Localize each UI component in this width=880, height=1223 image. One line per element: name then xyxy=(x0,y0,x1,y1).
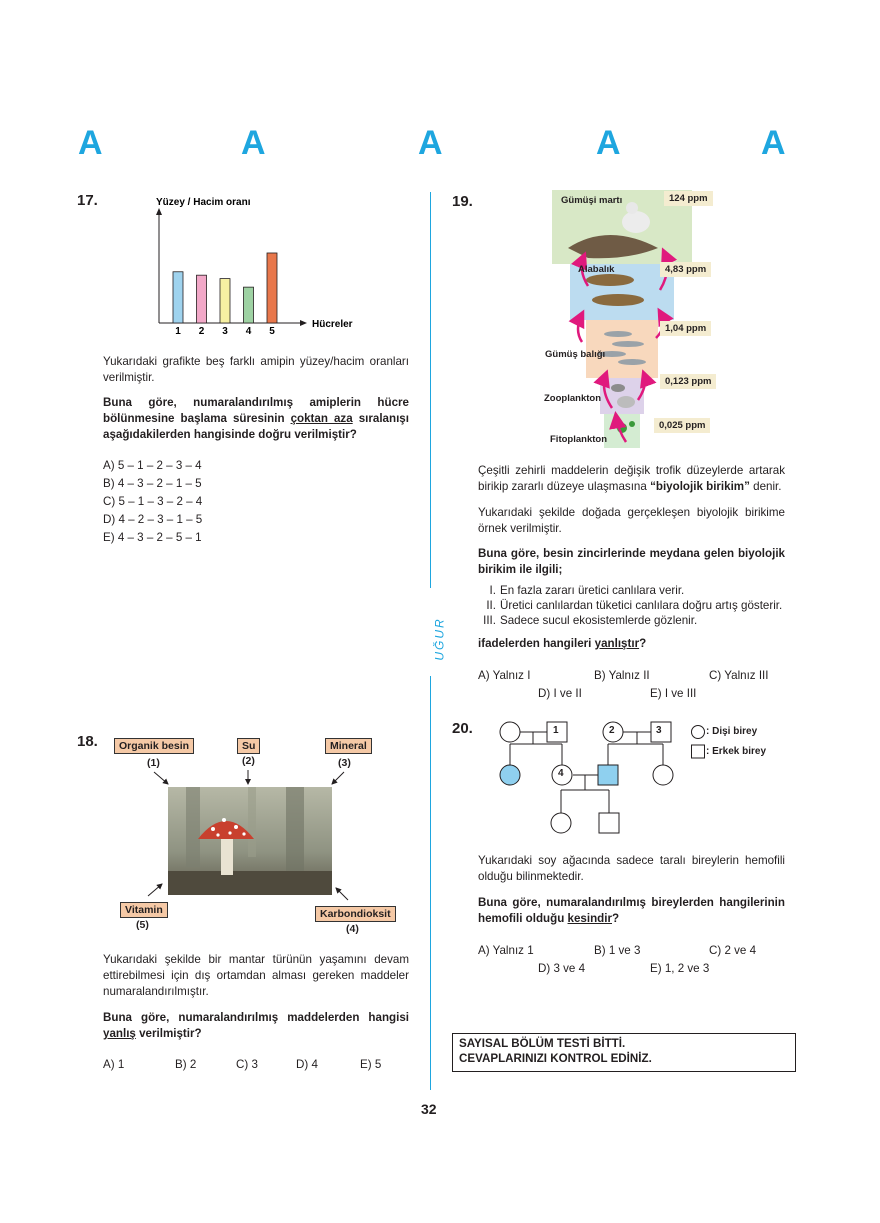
pedigree-child-male xyxy=(599,813,619,833)
q19-stem-1-term: “biyolojik birikim” xyxy=(650,480,750,493)
booklet-letter-5: A xyxy=(761,124,786,162)
q17-bar-chart xyxy=(150,192,370,342)
q18-question-part2: verilmiştir? xyxy=(135,1027,202,1040)
tick-label-4: 4 xyxy=(245,326,252,337)
q19-option-a[interactable]: A) Yalnız I xyxy=(478,669,531,682)
statement-text: Sadece sucul ekosistemlerde gözlenir. xyxy=(500,614,698,627)
q17-stem: Yukarıdaki grafikte beş farklı amipin yüzey/hacim oranları verilmiştir. xyxy=(103,355,409,384)
q19-option-e[interactable]: E) I ve III xyxy=(650,687,697,700)
organism-fitoplankton: Fitoplankton xyxy=(550,434,607,445)
chart-x-axis-label: Hücreler xyxy=(312,319,353,330)
booklet-letter-1: A xyxy=(78,124,103,162)
label-number-2: (2) xyxy=(242,755,255,767)
legend-male-symbol xyxy=(692,745,705,758)
pedigree-female-right xyxy=(653,765,673,785)
ppm-level-5: 0,025 ppm xyxy=(654,418,710,433)
booklet-letter-2: A xyxy=(241,124,266,162)
q20-option-e[interactable]: E) 1, 2 ve 3 xyxy=(650,962,710,975)
end-box-line-1: SAYISAL BÖLÜM TESTİ BİTTİ. xyxy=(459,1037,626,1050)
column-divider-top xyxy=(430,192,431,588)
tick-label-1: 1 xyxy=(175,326,181,337)
trout-shape-2 xyxy=(592,294,644,306)
bar-cell-4 xyxy=(244,287,254,323)
arrow-3 xyxy=(332,772,344,784)
ppm-level-1: 124 ppm xyxy=(664,191,713,206)
pedigree-legend-symbols xyxy=(690,724,706,760)
legend-female-text: : Dişi birey xyxy=(706,726,758,737)
bar-cell-1 xyxy=(173,272,183,323)
q20-stem: Yukarıdaki soy ağacında sadece taralı bireylerin hemofili olduğu bilinmektedir. xyxy=(478,854,785,883)
q20-option-b[interactable]: B) 1 ve 3 xyxy=(594,944,641,957)
pedigree-male-affected xyxy=(598,765,618,785)
q19-statement-3 xyxy=(478,613,697,629)
statement-text: En fazla zararı üretici canlılara verir. xyxy=(500,584,685,597)
bar-cell-3 xyxy=(220,279,230,323)
organism-gumusi-marti: Gümüşi martı xyxy=(561,195,623,206)
label-vitamin: Vitamin xyxy=(120,902,168,918)
arrow-4 xyxy=(336,888,348,900)
question-number-17: 17. xyxy=(77,192,98,209)
label-number-1: (1) xyxy=(147,757,160,769)
q19-stem-3: Buna göre, besin zincirlerinde meydana gelen biyolojik birikim ile ilgili; xyxy=(478,547,785,576)
bar-cell-2 xyxy=(197,275,207,323)
q20-option-a[interactable]: A) Yalnız 1 xyxy=(478,944,534,957)
q19-stem-1-part1: Çeşitli zehirli maddelerin değişik trofik düzeylerde artarak birikip zararlı düzeye ulaşmasına xyxy=(478,464,785,493)
bar-cell-5 xyxy=(267,253,277,323)
chart-y-arrowhead xyxy=(156,208,162,215)
booklet-letter-3: A xyxy=(418,124,443,162)
pedigree-female-top-left xyxy=(500,722,520,742)
q19-question-part2: ? xyxy=(639,637,647,650)
tick-label-3: 3 xyxy=(222,326,228,337)
tick-label-2: 2 xyxy=(198,326,205,337)
label-organik-besin: Organik besin xyxy=(114,738,194,754)
ppm-level-3: 1,04 ppm xyxy=(660,321,711,336)
trout-shape-1 xyxy=(586,274,634,286)
q19-question-part1: ifadelerden hangileri xyxy=(478,637,595,650)
statement-numeral: II. xyxy=(486,599,496,612)
label-number-4: (4) xyxy=(346,923,359,935)
ppm-level-4: 0,123 ppm xyxy=(660,374,716,389)
q19-stem-2: Yukarıdaki şekilde doğada gerçekleşen biyolojik birikime örnek verilmiştir. xyxy=(478,506,785,535)
q19-stem-1 xyxy=(478,463,785,495)
pedigree-female-affected xyxy=(500,765,520,785)
q20-question-part1: Buna göre, numaralandırılmış bireylerden hangilerinin hemofili olduğu xyxy=(478,896,785,925)
pedigree-child-female xyxy=(551,813,571,833)
chart-x-arrowhead xyxy=(300,320,307,326)
pedigree-label-2: 2 xyxy=(609,725,615,736)
mushroom-stem xyxy=(221,835,233,875)
q17-option-c[interactable]: C) 5 – 1 – 3 – 2 – 4 xyxy=(103,495,203,508)
organism-zooplankton: Zooplankton xyxy=(544,393,601,404)
statement-text: Üretici canlılardan tüketici canlılara doğru artış gösterir. xyxy=(500,599,783,612)
q18-option-e[interactable]: E) 5 xyxy=(360,1058,382,1071)
q19-option-d[interactable]: D) I ve II xyxy=(538,687,582,700)
q17-question-part1: Buna göre, numaralandırılmış amiplerin hücre bölünmesine başlama süresinin xyxy=(103,396,409,425)
q17-option-b[interactable]: B) 4 – 3 – 2 – 1 – 5 xyxy=(103,477,202,490)
arrow-5 xyxy=(148,884,162,896)
label-karbondioksit: Karbondioksit xyxy=(315,906,396,922)
q19-stem-1-part2: denir. xyxy=(749,480,782,493)
legend-female-symbol xyxy=(692,726,705,739)
organism-alabalik: Alabalık xyxy=(578,264,615,275)
label-su: Su xyxy=(237,738,260,754)
q17-option-a[interactable]: A) 5 – 1 – 2 – 3 – 4 xyxy=(103,459,202,472)
question-number-18: 18. xyxy=(77,733,98,750)
publisher-label: UĞUR xyxy=(432,617,447,661)
q20-question-underlined: kesindir xyxy=(567,912,612,925)
q17-option-d[interactable]: D) 4 – 2 – 3 – 1 – 5 xyxy=(103,513,203,526)
statement-numeral: I. xyxy=(489,584,496,597)
column-divider-bottom xyxy=(430,676,431,1090)
q20-option-d[interactable]: D) 3 ve 4 xyxy=(538,962,586,975)
question-number-19: 19. xyxy=(452,193,473,210)
section-end-box xyxy=(452,1033,796,1072)
q19-question-underlined: yanlıştır xyxy=(594,637,640,650)
chart-y-axis-label: Yüzey / Hacim oranı xyxy=(156,197,251,208)
legend-male-text: : Erkek birey xyxy=(706,746,767,757)
q20-option-c[interactable]: C) 2 ve 4 xyxy=(709,944,757,957)
q19-option-b[interactable]: B) Yalnız II xyxy=(594,669,650,682)
q18-question xyxy=(103,1010,409,1042)
question-number-20: 20. xyxy=(452,720,473,737)
arrow-1 xyxy=(154,772,168,784)
mushroom-photo xyxy=(168,787,332,895)
label-number-5: (5) xyxy=(136,919,149,931)
label-number-3: (3) xyxy=(338,757,351,769)
q18-option-d[interactable]: D) 4 xyxy=(296,1058,318,1071)
q17-option-e[interactable]: E) 4 – 3 – 2 – 5 – 1 xyxy=(103,531,202,544)
q17-question xyxy=(103,395,409,443)
q18-option-c[interactable]: C) 3 xyxy=(236,1058,258,1071)
pedigree-label-1: 1 xyxy=(553,725,559,736)
q18-question-underlined: yanlış xyxy=(103,1027,136,1040)
q19-statement-1 xyxy=(478,583,684,599)
q17-question-underlined: çoktan aza xyxy=(290,412,353,425)
q20-question-part2: ? xyxy=(612,912,620,925)
ppm-level-2: 4,83 ppm xyxy=(660,262,711,277)
q19-question xyxy=(478,636,646,652)
q20-question xyxy=(478,895,785,927)
page-number: 32 xyxy=(421,1101,437,1117)
q19-statement-2 xyxy=(478,598,782,614)
q18-question-part1: Buna göre, numaralandırılmış maddelerden hangisi xyxy=(103,1011,409,1024)
label-mineral: Mineral xyxy=(325,738,372,754)
gull-shape xyxy=(622,211,650,233)
end-box-line-2: CEVAPLARINIZI KONTROL EDİNİZ. xyxy=(459,1052,652,1065)
booklet-letter-4: A xyxy=(596,124,621,162)
q18-option-a[interactable]: A) 1 xyxy=(103,1058,125,1071)
organism-gumus-baligi: Gümüş balığı xyxy=(545,349,606,360)
q17-question-part2: sıralanışı aşağıdakilerden hangisinde doğru verilmiştir? xyxy=(103,412,409,441)
pedigree-label-4: 4 xyxy=(558,768,564,779)
statement-numeral: III. xyxy=(483,614,496,627)
q19-option-c[interactable]: C) Yalnız III xyxy=(709,669,769,682)
q18-stem: Yukarıdaki şekilde bir mantar türünün yaşamını devam ettirebilmesi için dış ortamdan alması gereken maddeler numaralandırılmıştır. xyxy=(103,953,409,998)
q18-option-b[interactable]: B) 2 xyxy=(175,1058,197,1071)
pedigree-label-3: 3 xyxy=(656,725,662,736)
tick-label-5: 5 xyxy=(269,326,275,337)
